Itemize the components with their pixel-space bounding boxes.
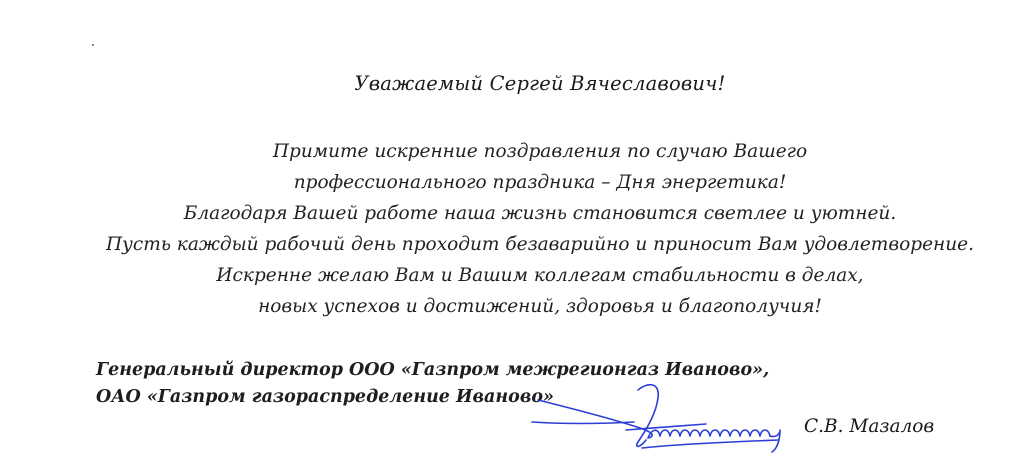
body-line: Примите искренние поздравления по случаю Вашего bbox=[272, 141, 808, 162]
body-line: Искренне желаю Вам и Вашим коллегам стабильности в делах, bbox=[216, 265, 864, 286]
signer-title-line: ОАО «Газпром газораспределение Иваново» bbox=[96, 387, 554, 407]
body-line: новых успехов и достижений, здоровья и благополучия! bbox=[258, 296, 822, 317]
signer-title-line: Генеральный директор ООО «Газпром межрегионгаз Иваново», bbox=[96, 360, 770, 380]
letter-body bbox=[0, 136, 1024, 322]
signer-name: С.В. Мазалов bbox=[804, 416, 935, 437]
greeting: Уважаемый Сергей Вячеславович! bbox=[354, 72, 726, 95]
body-line: Пусть каждый рабочий день проходит безаварийно и приносит Вам удовлетворение. bbox=[106, 234, 974, 255]
handwritten-signature bbox=[530, 378, 800, 458]
body-line: Благодаря Вашей работе наша жизнь становится светлее и уютней. bbox=[183, 203, 897, 224]
scan-speck bbox=[92, 44, 94, 46]
body-line: профессионального праздника – Дня энергетика! bbox=[293, 172, 787, 193]
